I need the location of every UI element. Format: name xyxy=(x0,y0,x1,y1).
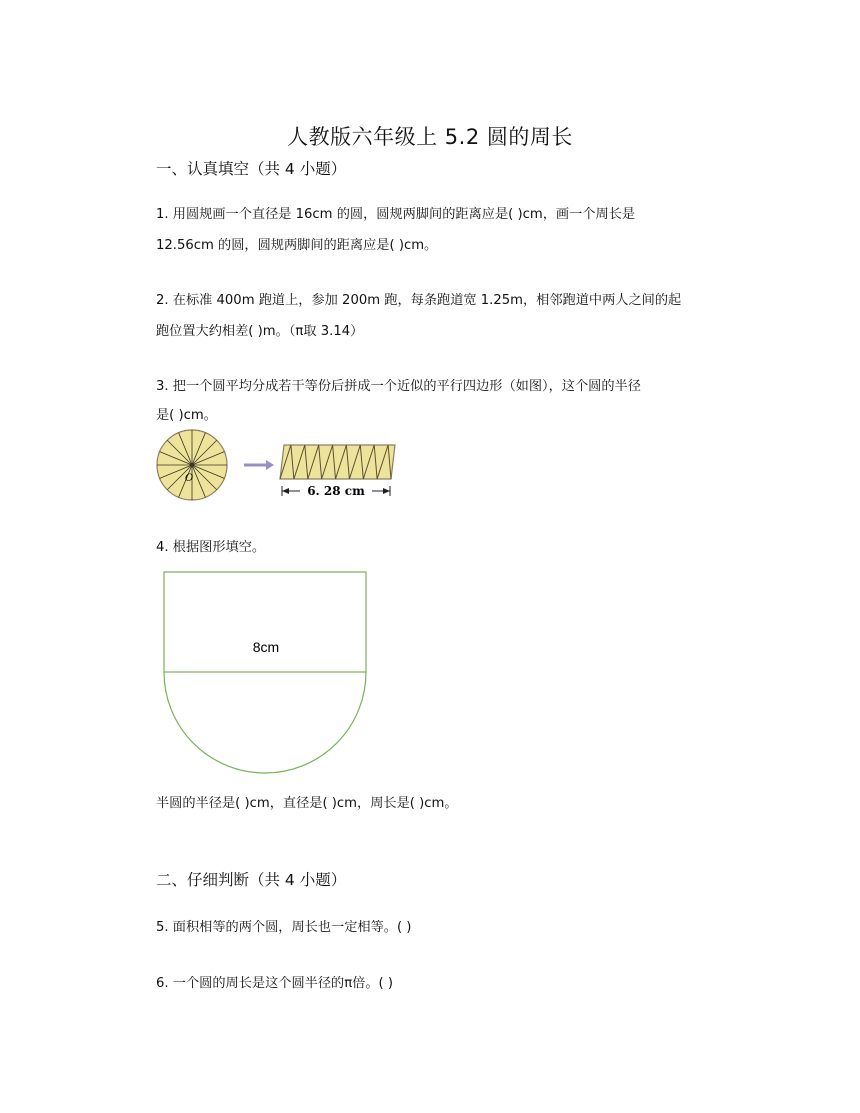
rectangle-semicircle-figure xyxy=(160,568,372,780)
question-1-line-2: 12.56cm 的圆，圆规两脚间的距离应是( )cm。 xyxy=(156,238,438,253)
question-5-line-1: 5. 面积相等的两个圆，周长也一定相等。( ) xyxy=(156,920,412,935)
section-heading-fill-in: 一、认真填空（共 4 小题） xyxy=(156,160,347,178)
rectangle-width-label: 8cm xyxy=(252,639,280,655)
question-6-line-1: 6. 一个圆的周长是这个圆半径的π倍。( ) xyxy=(156,976,394,991)
circle-to-parallelogram-figure xyxy=(150,428,400,508)
question-1-line-1: 1. 用圆规画一个直径是 16cm 的圆，圆规两脚间的距离应是( )cm，画一个周长是 xyxy=(156,207,636,222)
question-4-answer-line: 半圆的半径是( )cm，直径是( )cm，周长是( )cm。 xyxy=(156,796,458,811)
page-title: 人教版六年级上 5.2 圆的周长 xyxy=(287,125,573,149)
rectangle-shape xyxy=(164,572,366,672)
divided-circle xyxy=(157,430,227,500)
length-dimension xyxy=(282,484,390,498)
question-3-line-2: 是( )cm。 xyxy=(156,408,217,423)
question-2-line-1: 2. 在标准 400m 跑道上，参加 200m 跑，每条跑道宽 1.25m，相邻跑道中两人之间的起 xyxy=(156,293,682,308)
question-3-line-1: 3. 把一个圆平均分成若干等份后拼成一个近似的平行四边形（如图），这个圆的半径 xyxy=(156,379,641,394)
circle-center-dot xyxy=(190,463,194,467)
section-heading-judgement: 二、仔细判断（共 4 小题） xyxy=(156,871,347,889)
length-label: 6. 28 cm xyxy=(307,484,365,498)
approx-parallelogram xyxy=(280,445,395,479)
question-2-line-2: 跑位置大约相差( )m。（π取 3.14） xyxy=(156,324,364,339)
question-4-line-1: 4. 根据图形填空。 xyxy=(156,540,266,555)
transform-arrow xyxy=(244,460,274,470)
semicircle-shape xyxy=(164,672,366,773)
circle-center-label: O xyxy=(185,473,194,484)
